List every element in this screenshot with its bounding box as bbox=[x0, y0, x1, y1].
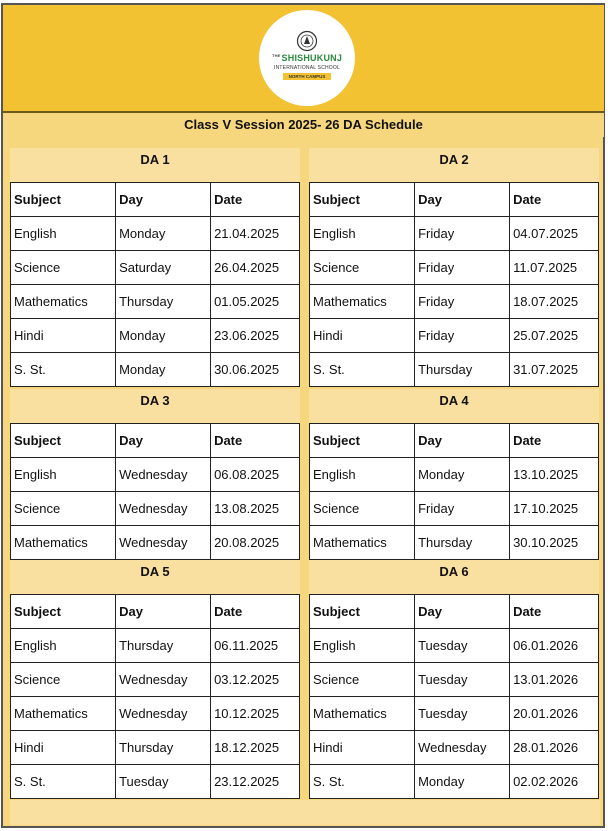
day-cell: Thursday bbox=[116, 731, 211, 765]
date-cell: 03.12.2025 bbox=[211, 663, 300, 697]
date-cell: 20.08.2025 bbox=[211, 526, 300, 560]
date-cell: 23.12.2025 bbox=[211, 765, 300, 799]
subject-cell: Mathematics bbox=[310, 697, 415, 731]
table-row bbox=[11, 285, 300, 319]
subject-cell: Mathematics bbox=[310, 526, 415, 560]
day-cell: Thursday bbox=[415, 526, 510, 560]
column-header: Day bbox=[415, 595, 510, 629]
day-cell: Friday bbox=[415, 217, 510, 251]
table-row bbox=[310, 526, 599, 560]
da-block bbox=[309, 148, 599, 387]
table-header-row bbox=[11, 424, 300, 458]
table-row bbox=[11, 526, 300, 560]
da-block bbox=[10, 148, 300, 387]
day-cell: Thursday bbox=[116, 629, 211, 663]
subject-cell: English bbox=[310, 629, 415, 663]
subject-cell: Science bbox=[310, 492, 415, 526]
date-cell: 13.01.2026 bbox=[510, 663, 599, 697]
day-cell: Friday bbox=[415, 285, 510, 319]
table-header-row bbox=[310, 595, 599, 629]
subject-cell: Science bbox=[11, 663, 116, 697]
date-cell: 13.10.2025 bbox=[510, 458, 599, 492]
table-header-row bbox=[11, 183, 300, 217]
table-row bbox=[310, 663, 599, 697]
subject-cell: S. St. bbox=[310, 353, 415, 387]
day-cell: Monday bbox=[116, 353, 211, 387]
date-cell: 18.12.2025 bbox=[211, 731, 300, 765]
table-header-row bbox=[310, 183, 599, 217]
date-cell: 25.07.2025 bbox=[510, 319, 599, 353]
schedule-table bbox=[309, 594, 599, 799]
table-row bbox=[310, 492, 599, 526]
table-row bbox=[11, 629, 300, 663]
subject-cell: Mathematics bbox=[11, 285, 116, 319]
table-row bbox=[310, 629, 599, 663]
date-cell: 17.10.2025 bbox=[510, 492, 599, 526]
column-header: Date bbox=[211, 424, 300, 458]
schedule-table bbox=[10, 182, 300, 387]
schedule-table bbox=[10, 423, 300, 560]
subject-cell: English bbox=[11, 629, 116, 663]
date-cell: 01.05.2025 bbox=[211, 285, 300, 319]
da-block bbox=[10, 560, 300, 799]
day-cell: Tuesday bbox=[415, 697, 510, 731]
date-cell: 06.01.2026 bbox=[510, 629, 599, 663]
table-row bbox=[310, 251, 599, 285]
column-header: Subject bbox=[11, 595, 116, 629]
day-cell: Saturday bbox=[116, 251, 211, 285]
da-block bbox=[309, 389, 599, 560]
schedule-table bbox=[309, 423, 599, 560]
table-row bbox=[310, 353, 599, 387]
day-cell: Monday bbox=[415, 765, 510, 799]
table-row bbox=[11, 458, 300, 492]
date-cell: 11.07.2025 bbox=[510, 251, 599, 285]
table-row bbox=[310, 697, 599, 731]
date-cell: 13.08.2025 bbox=[211, 492, 300, 526]
school-campus: NORTH CAMPUS bbox=[283, 73, 332, 80]
da-block bbox=[10, 389, 300, 560]
table-row bbox=[310, 217, 599, 251]
subject-cell: S. St. bbox=[11, 353, 116, 387]
subject-cell: S. St. bbox=[11, 765, 116, 799]
day-cell: Monday bbox=[415, 458, 510, 492]
table-row bbox=[310, 731, 599, 765]
day-cell: Wednesday bbox=[415, 731, 510, 765]
date-cell: 20.01.2026 bbox=[510, 697, 599, 731]
day-cell: Monday bbox=[116, 319, 211, 353]
table-row bbox=[11, 765, 300, 799]
school-subtitle: INTERNATIONAL SCHOOL bbox=[274, 65, 340, 71]
date-cell: 21.04.2025 bbox=[211, 217, 300, 251]
table-header-row bbox=[11, 595, 300, 629]
column-header: Subject bbox=[310, 424, 415, 458]
table-row bbox=[11, 697, 300, 731]
day-cell: Tuesday bbox=[415, 663, 510, 697]
da-block bbox=[309, 560, 599, 799]
table-row bbox=[11, 217, 300, 251]
column-header: Date bbox=[211, 595, 300, 629]
table-row bbox=[11, 319, 300, 353]
day-cell: Thursday bbox=[415, 353, 510, 387]
column-header: Subject bbox=[11, 183, 116, 217]
day-cell: Wednesday bbox=[116, 458, 211, 492]
school-logo bbox=[259, 10, 355, 106]
date-cell: 06.08.2025 bbox=[211, 458, 300, 492]
header-banner bbox=[3, 5, 604, 113]
da-block-title: DA 4 bbox=[309, 389, 599, 423]
day-cell: Thursday bbox=[116, 285, 211, 319]
subject-cell: English bbox=[11, 217, 116, 251]
bottom-strip bbox=[10, 800, 600, 825]
table-row bbox=[11, 492, 300, 526]
day-cell: Tuesday bbox=[116, 765, 211, 799]
column-header: Date bbox=[510, 183, 599, 217]
column-header: Day bbox=[116, 595, 211, 629]
column-header: Subject bbox=[310, 595, 415, 629]
column-header: Day bbox=[116, 183, 211, 217]
table-row bbox=[11, 353, 300, 387]
subject-cell: Hindi bbox=[310, 319, 415, 353]
date-cell: 23.06.2025 bbox=[211, 319, 300, 353]
column-header: Date bbox=[211, 183, 300, 217]
date-cell: 31.07.2025 bbox=[510, 353, 599, 387]
table-row bbox=[310, 765, 599, 799]
da-block-title: DA 3 bbox=[10, 389, 300, 423]
subject-cell: S. St. bbox=[310, 765, 415, 799]
subject-cell: Science bbox=[310, 663, 415, 697]
table-row bbox=[310, 285, 599, 319]
column-header: Date bbox=[510, 424, 599, 458]
subject-cell: Mathematics bbox=[11, 526, 116, 560]
subject-cell: English bbox=[11, 458, 116, 492]
date-cell: 28.01.2026 bbox=[510, 731, 599, 765]
column-header: Subject bbox=[11, 424, 116, 458]
day-cell: Friday bbox=[415, 319, 510, 353]
table-row bbox=[11, 731, 300, 765]
date-cell: 06.11.2025 bbox=[211, 629, 300, 663]
subject-cell: Mathematics bbox=[11, 697, 116, 731]
day-cell: Friday bbox=[415, 492, 510, 526]
schedule-table bbox=[309, 182, 599, 387]
schedule-title: Class V Session 2025- 26 DA Schedule bbox=[3, 113, 604, 137]
crest-icon bbox=[296, 30, 318, 52]
table-row bbox=[11, 663, 300, 697]
subject-cell: Hindi bbox=[11, 319, 116, 353]
day-cell: Monday bbox=[116, 217, 211, 251]
da-block-title: DA 2 bbox=[309, 148, 599, 182]
date-cell: 10.12.2025 bbox=[211, 697, 300, 731]
subject-cell: Science bbox=[11, 492, 116, 526]
day-cell: Wednesday bbox=[116, 663, 211, 697]
subject-cell: Hindi bbox=[11, 731, 116, 765]
column-header: Day bbox=[415, 424, 510, 458]
subject-cell: Hindi bbox=[310, 731, 415, 765]
subject-cell: English bbox=[310, 458, 415, 492]
subject-cell: Science bbox=[11, 251, 116, 285]
table-row bbox=[310, 458, 599, 492]
date-cell: 30.10.2025 bbox=[510, 526, 599, 560]
day-cell: Friday bbox=[415, 251, 510, 285]
day-cell: Wednesday bbox=[116, 492, 211, 526]
column-header: Date bbox=[510, 595, 599, 629]
column-header: Subject bbox=[310, 183, 415, 217]
date-cell: 26.04.2025 bbox=[211, 251, 300, 285]
table-row bbox=[11, 251, 300, 285]
day-cell: Wednesday bbox=[116, 526, 211, 560]
da-block-title: DA 6 bbox=[309, 560, 599, 594]
subject-cell: Mathematics bbox=[310, 285, 415, 319]
date-cell: 02.02.2026 bbox=[510, 765, 599, 799]
subject-cell: Science bbox=[310, 251, 415, 285]
school-name: $^{THE}$SHISHUKUNJ bbox=[271, 53, 343, 63]
table-row bbox=[310, 319, 599, 353]
day-cell: Tuesday bbox=[415, 629, 510, 663]
day-cell: Wednesday bbox=[116, 697, 211, 731]
schedule-table bbox=[10, 594, 300, 799]
date-cell: 04.07.2025 bbox=[510, 217, 599, 251]
da-block-title: DA 1 bbox=[10, 148, 300, 182]
da-block-title: DA 5 bbox=[10, 560, 300, 594]
table-header-row bbox=[310, 424, 599, 458]
date-cell: 18.07.2025 bbox=[510, 285, 599, 319]
column-header: Day bbox=[116, 424, 211, 458]
subject-cell: English bbox=[310, 217, 415, 251]
date-cell: 30.06.2025 bbox=[211, 353, 300, 387]
column-header: Day bbox=[415, 183, 510, 217]
